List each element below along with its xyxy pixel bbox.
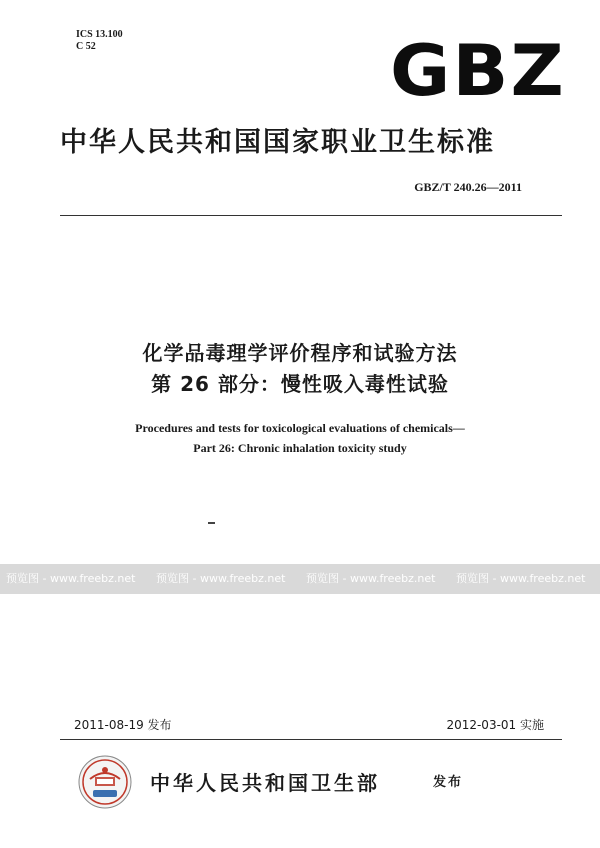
implementation-date: 2012-03-01 实施	[446, 718, 544, 732]
title-en-line1: Procedures and tests for toxicological evaluations of chemicals—	[135, 421, 465, 435]
watermark-text: 预览图 - www.freebz.net	[6, 572, 136, 585]
standard-type-title: 中华人民共和国国家职业卫生标准	[60, 127, 495, 158]
classification-codes	[76, 29, 123, 53]
watermark-text: 预览图 - www.freebz.net	[456, 572, 586, 585]
watermark-band	[0, 564, 600, 594]
ccs-code: C 52	[76, 41, 96, 52]
publisher-seal-icon	[78, 755, 132, 809]
watermark-text: 预览图 - www.freebz.net	[306, 572, 436, 585]
watermark-text: 预览图 - www.freebz.net	[156, 572, 286, 585]
stray-mark	[208, 522, 215, 524]
gbz-logo: GBZ	[390, 30, 566, 112]
publisher-name: 中华人民共和国卫生部	[150, 771, 380, 795]
standard-code: GBZ/T 240.26—2011	[414, 180, 522, 194]
ics-code: ICS 13.100	[76, 29, 123, 40]
issue-date: 2011-08-19 发布	[74, 718, 172, 732]
top-divider	[60, 215, 562, 216]
title-zh-line1: 化学品毒理学评价程序和试验方法	[142, 341, 458, 365]
title-zh-line2: 第 26 部分：慢性吸入毒性试验	[151, 372, 449, 396]
publisher-suffix: 发布	[433, 775, 464, 790]
bottom-divider	[60, 739, 562, 740]
title-en-line2: Part 26: Chronic inhalation toxicity study	[193, 441, 407, 455]
